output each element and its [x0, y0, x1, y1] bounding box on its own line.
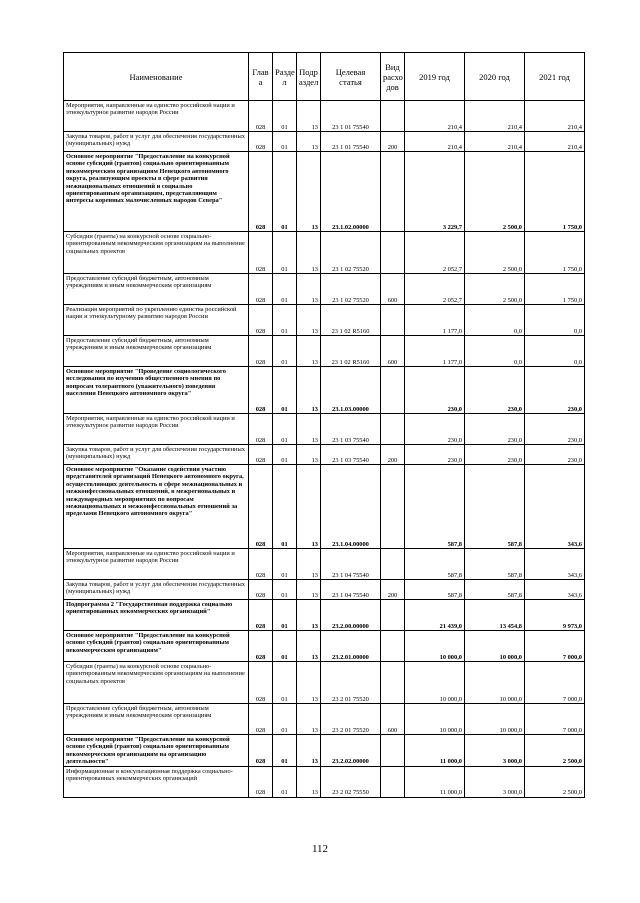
cell-expense-type	[381, 367, 405, 414]
cell-razdel: 01	[273, 662, 297, 704]
table-row	[64, 580, 585, 600]
cell-2021: 343,6	[525, 465, 585, 549]
cell-2020: 210,4	[465, 101, 525, 132]
cell-razdel: 01	[273, 704, 297, 735]
cell-expense-type	[381, 600, 405, 631]
cell-name: Субсидии (гранты) на конкурсной основе социально-ориентированным некоммерческим организациям на выполнение социальных проектов	[64, 232, 249, 274]
cell-razdel: 01	[273, 735, 297, 767]
cell-name: Информационная и консультационная поддержка социально-ориентированных некоммерческих организаций	[64, 766, 249, 797]
cell-target-article: 23 1 02 R5160	[321, 305, 381, 336]
cell-2019: 11 000,0	[405, 766, 465, 797]
cell-2021: 0,0	[525, 336, 585, 367]
cell-podrazdel: 13	[297, 414, 321, 445]
header-glava: Глав а	[249, 53, 273, 101]
cell-target-article: 23.2.00.00000	[321, 600, 381, 631]
cell-target-article: 23.2.02.00000	[321, 735, 381, 767]
cell-2019: 230,0	[405, 445, 465, 465]
cell-2020: 10 000,0	[465, 662, 525, 704]
cell-target-article: 23 2 02 75550	[321, 766, 381, 797]
cell-glava: 028	[249, 549, 273, 580]
cell-podrazdel: 13	[297, 232, 321, 274]
cell-glava: 028	[249, 600, 273, 631]
cell-2020: 0,0	[465, 305, 525, 336]
table-row	[64, 132, 585, 152]
table-row	[64, 367, 585, 414]
cell-2020: 10 000,0	[465, 631, 525, 662]
cell-2020: 3 000,0	[465, 766, 525, 797]
cell-podrazdel: 13	[297, 735, 321, 767]
cell-target-article: 23 1 01 75540	[321, 132, 381, 152]
cell-2021: 9 973,0	[525, 600, 585, 631]
cell-glava: 028	[249, 367, 273, 414]
header-name: Наименование	[64, 53, 249, 101]
cell-target-article: 23.1.02.00000	[321, 152, 381, 232]
cell-name: Предоставление субсидий бюджетным, автономным учреждениям и иным некоммерческим организациям	[64, 704, 249, 735]
cell-name: Подпрограмма 2 "Государственная поддержка социально ориентированных некоммерческих организаций"	[64, 600, 249, 631]
cell-podrazdel: 13	[297, 336, 321, 367]
cell-razdel: 01	[273, 631, 297, 662]
cell-razdel: 01	[273, 766, 297, 797]
header-expense-type: Вид расхо дов	[381, 53, 405, 101]
cell-2021: 1 750,0	[525, 152, 585, 232]
cell-expense-type	[381, 735, 405, 767]
cell-2019: 230,0	[405, 414, 465, 445]
table-row	[64, 152, 585, 232]
cell-2021: 230,0	[525, 445, 585, 465]
cell-2020: 587,8	[465, 549, 525, 580]
cell-expense-type	[381, 232, 405, 274]
cell-2021: 210,4	[525, 132, 585, 152]
cell-podrazdel: 13	[297, 631, 321, 662]
cell-expense-type	[381, 465, 405, 549]
table-row	[64, 735, 585, 767]
cell-glava: 028	[249, 305, 273, 336]
cell-podrazdel: 13	[297, 580, 321, 600]
cell-name: Закупка товаров, работ и услуг для обеспечения государственных (муниципальных) нужд	[64, 445, 249, 465]
cell-target-article: 23 1 01 75540	[321, 101, 381, 132]
cell-2021: 7 000,0	[525, 704, 585, 735]
cell-name: Основное мероприятие "Предоставление на конкурсной основе субсидий (грантов) социально ориентированным некоммерческим организациям на организацию деятельности"	[64, 735, 249, 767]
table-row	[64, 766, 585, 797]
cell-2021: 7 000,0	[525, 631, 585, 662]
table-row	[64, 445, 585, 465]
table-row	[64, 704, 585, 735]
cell-2020: 0,0	[465, 336, 525, 367]
cell-razdel: 01	[273, 336, 297, 367]
cell-podrazdel: 13	[297, 445, 321, 465]
cell-razdel: 01	[273, 414, 297, 445]
cell-podrazdel: 13	[297, 274, 321, 305]
cell-2021: 230,0	[525, 414, 585, 445]
cell-2020: 2 500,0	[465, 232, 525, 274]
cell-2019: 587,8	[405, 580, 465, 600]
cell-expense-type: 200	[381, 445, 405, 465]
cell-2021: 7 000,0	[525, 662, 585, 704]
cell-2020: 230,0	[465, 367, 525, 414]
header-2019: 2019 год	[405, 53, 465, 101]
cell-2020: 230,0	[465, 414, 525, 445]
header-2020: 2020 год	[465, 53, 525, 101]
cell-name: Основное мероприятие "Оказание содействия участию представителей организаций Ненецкого автономного округа, осуществляющих деятельность в сфере межнациональных и межконфессиональных отношений, в межрегиональных и международных мероприятиях по вопросам межнациональных и межконфессиональных отношений за пределами Ненецкого автономного округа"	[64, 465, 249, 549]
cell-name: Основное мероприятие "Предоставление на конкурсной основе субсидий (грантов) социально ориентированным некоммерческим организациям Ненецкого автономного округа, реализующим проекты в сфере развития межнациональных отношений и социально ориентированным организациям, представляющим интересы коренных малочисленных народов Севера"	[64, 152, 249, 232]
budget-table-sheet	[63, 52, 584, 798]
cell-2021: 1 750,0	[525, 232, 585, 274]
cell-name: Закупка товаров, работ и услуг для обеспечения государственных (муниципальных) нужд	[64, 132, 249, 152]
cell-2019: 2 052,7	[405, 274, 465, 305]
cell-expense-type	[381, 101, 405, 132]
cell-2021: 2 500,0	[525, 766, 585, 797]
cell-podrazdel: 13	[297, 766, 321, 797]
table-row	[64, 414, 585, 445]
table-row	[64, 336, 585, 367]
cell-razdel: 01	[273, 580, 297, 600]
cell-target-article: 23 1 02 75520	[321, 232, 381, 274]
cell-2021: 0,0	[525, 305, 585, 336]
cell-expense-type	[381, 414, 405, 445]
cell-target-article: 23 1 02 75520	[321, 274, 381, 305]
cell-glava: 028	[249, 274, 273, 305]
cell-podrazdel: 13	[297, 465, 321, 549]
cell-glava: 028	[249, 414, 273, 445]
cell-glava: 028	[249, 132, 273, 152]
cell-2019: 1 177,0	[405, 305, 465, 336]
cell-expense-type	[381, 766, 405, 797]
cell-2021: 2 500,0	[525, 735, 585, 767]
cell-expense-type	[381, 549, 405, 580]
cell-glava: 028	[249, 735, 273, 767]
cell-target-article: 23 1 03 75540	[321, 445, 381, 465]
cell-2020: 2 500,0	[465, 152, 525, 232]
cell-2021: 1 750,0	[525, 274, 585, 305]
cell-2019: 3 229,7	[405, 152, 465, 232]
cell-target-article: 23 1 02 R5160	[321, 336, 381, 367]
header-2021: 2021 год	[525, 53, 585, 101]
cell-target-article: 23.2.01.00000	[321, 631, 381, 662]
cell-2019: 210,4	[405, 101, 465, 132]
cell-2019: 11 000,0	[405, 735, 465, 767]
table-row	[64, 600, 585, 631]
cell-glava: 028	[249, 336, 273, 367]
cell-target-article: 23 1 04 75540	[321, 549, 381, 580]
cell-podrazdel: 13	[297, 367, 321, 414]
cell-podrazdel: 13	[297, 101, 321, 132]
cell-2019: 230,0	[405, 367, 465, 414]
table-row	[64, 274, 585, 305]
cell-glava: 028	[249, 704, 273, 735]
table-body	[64, 101, 585, 798]
cell-glava: 028	[249, 631, 273, 662]
cell-2019: 10 000,0	[405, 704, 465, 735]
cell-razdel: 01	[273, 305, 297, 336]
cell-target-article: 23 2 01 75520	[321, 662, 381, 704]
cell-name: Основное мероприятие "Предоставление на конкурсной основе субсидий (грантов) социально ориентированным некоммерческим организациям"	[64, 631, 249, 662]
cell-2019: 587,8	[405, 465, 465, 549]
cell-2020: 10 000,0	[465, 704, 525, 735]
cell-name: Субсидии (гранты) на конкурсной основе социально-ориентированным некоммерческим организациям на выполнение социальных проектов	[64, 662, 249, 704]
cell-name: Основное мероприятие "Проведение социологического исследования по изучению общественного мнения по вопросам толерантного (уважительного) поведения населения Ненецкого автономного округа"	[64, 367, 249, 414]
cell-2021: 343,6	[525, 580, 585, 600]
cell-podrazdel: 13	[297, 152, 321, 232]
cell-name: Мероприятия, направленные на единство российской нации и этнокультурное развитие народов России	[64, 101, 249, 132]
cell-name: Мероприятия, направленные на единство российской нации и этнокультурное развитие народов России	[64, 414, 249, 445]
page-number: 112	[311, 843, 329, 855]
cell-razdel: 01	[273, 445, 297, 465]
header-podrazdel: Подр аздел	[297, 53, 321, 101]
cell-glava: 028	[249, 766, 273, 797]
cell-target-article: 23.1.03.00000	[321, 367, 381, 414]
cell-glava: 028	[249, 152, 273, 232]
cell-razdel: 01	[273, 101, 297, 132]
cell-glava: 028	[249, 445, 273, 465]
cell-podrazdel: 13	[297, 132, 321, 152]
cell-2020: 587,8	[465, 465, 525, 549]
cell-glava: 028	[249, 662, 273, 704]
cell-expense-type: 200	[381, 132, 405, 152]
cell-2019: 587,8	[405, 549, 465, 580]
cell-razdel: 01	[273, 132, 297, 152]
cell-2021: 210,4	[525, 101, 585, 132]
cell-razdel: 01	[273, 152, 297, 232]
cell-name: Предоставление субсидий бюджетным, автономным учреждениям и иным некоммерческим организациям	[64, 336, 249, 367]
cell-2020: 2 500,0	[465, 274, 525, 305]
header-razdel: Разде л	[273, 53, 297, 101]
cell-2020: 13 454,8	[465, 600, 525, 631]
cell-2019: 210,4	[405, 132, 465, 152]
table-row	[64, 549, 585, 580]
cell-2019: 21 439,0	[405, 600, 465, 631]
table-row	[64, 631, 585, 662]
cell-podrazdel: 13	[297, 662, 321, 704]
cell-2020: 210,4	[465, 132, 525, 152]
cell-razdel: 01	[273, 465, 297, 549]
cell-2021: 343,6	[525, 549, 585, 580]
budget-table	[63, 52, 585, 798]
cell-expense-type: 600	[381, 704, 405, 735]
cell-podrazdel: 13	[297, 305, 321, 336]
cell-glava: 028	[249, 465, 273, 549]
cell-expense-type	[381, 305, 405, 336]
cell-razdel: 01	[273, 232, 297, 274]
cell-glava: 028	[249, 580, 273, 600]
cell-2019: 1 177,0	[405, 336, 465, 367]
cell-2020: 230,0	[465, 445, 525, 465]
cell-target-article: 23.1.04.00000	[321, 465, 381, 549]
cell-glava: 028	[249, 101, 273, 132]
header-target-article: Целевая статья	[321, 53, 381, 101]
cell-expense-type: 200	[381, 580, 405, 600]
cell-podrazdel: 13	[297, 600, 321, 631]
cell-2019: 2 052,7	[405, 232, 465, 274]
cell-razdel: 01	[273, 549, 297, 580]
cell-target-article: 23 1 03 75540	[321, 414, 381, 445]
table-header-row	[64, 53, 585, 101]
cell-podrazdel: 13	[297, 549, 321, 580]
cell-expense-type	[381, 152, 405, 232]
cell-expense-type: 600	[381, 336, 405, 367]
cell-name: Реализация мероприятий по укреплению единства российской нации и этнокультурному развитию народов России	[64, 305, 249, 336]
cell-name: Мероприятия, направленные на единство российской нации и этнокультурное развитие народов России	[64, 549, 249, 580]
cell-glava: 028	[249, 232, 273, 274]
cell-2020: 3 000,0	[465, 735, 525, 767]
cell-2019: 10 000,0	[405, 631, 465, 662]
cell-expense-type	[381, 662, 405, 704]
cell-razdel: 01	[273, 367, 297, 414]
cell-razdel: 01	[273, 274, 297, 305]
cell-name: Закупка товаров, работ и услуг для обеспечения государственных (муниципальных) нужд	[64, 580, 249, 600]
table-row	[64, 662, 585, 704]
cell-target-article: 23 2 01 75520	[321, 704, 381, 735]
cell-2020: 587,8	[465, 580, 525, 600]
cell-expense-type	[381, 631, 405, 662]
cell-2021: 230,0	[525, 367, 585, 414]
cell-expense-type: 600	[381, 274, 405, 305]
cell-name: Предоставление субсидий бюджетным, автономным учреждениям и иным некоммерческим организациям	[64, 274, 249, 305]
table-row	[64, 465, 585, 549]
cell-target-article: 23 1 04 75540	[321, 580, 381, 600]
cell-podrazdel: 13	[297, 704, 321, 735]
table-row	[64, 101, 585, 132]
table-row	[64, 305, 585, 336]
cell-razdel: 01	[273, 600, 297, 631]
cell-2019: 10 000,0	[405, 662, 465, 704]
table-row	[64, 232, 585, 274]
